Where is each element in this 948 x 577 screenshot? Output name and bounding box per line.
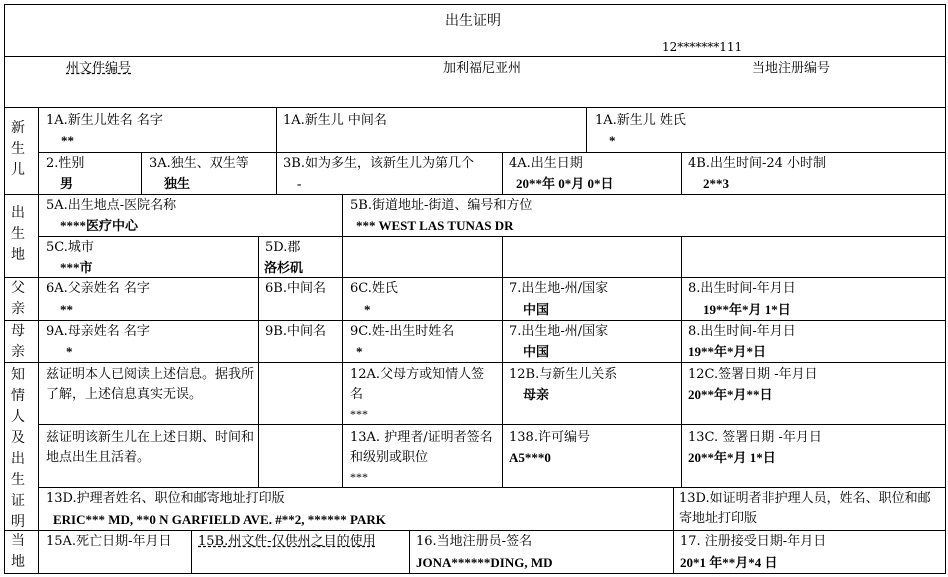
informant-blank-cell: [258, 362, 343, 425]
section-mother-label: 母亲: [11, 323, 25, 360]
birth-time-value: 2**3: [703, 176, 729, 191]
county-value: 洛杉矶: [264, 260, 304, 275]
father-last-name-label: 6C.姓氏: [350, 281, 398, 296]
informant-relation-label: 12B.与新生儿关系: [509, 367, 618, 382]
mother-first-name-value: *: [66, 344, 73, 359]
state-use-label: 15B.州文件-仅供州之目的使用: [198, 534, 376, 549]
mother-maiden-name-label: 9C.姓-出生时姓名: [350, 324, 455, 339]
birth-time-label: 4B.出生时间-24 小时制: [688, 156, 827, 171]
mother-middle-name-label: 9B.中间名: [265, 324, 326, 339]
birth-date-label: 4A.出生日期: [509, 156, 583, 171]
newborn-first-name-value: **: [61, 133, 74, 148]
street-value: *** WEST LAS TUNAS DR: [356, 218, 514, 233]
informant-sign-date-value: 20**年*月**日: [688, 387, 773, 402]
hospital-value: ****医疗中心: [60, 218, 139, 233]
certifier-sign-date-label: 13C. 签署日期 -年月日: [688, 430, 822, 445]
informant-signature-label: 12A.父母方或知情人签名: [350, 367, 485, 402]
accept-date-label: 17. 注册接受日期-年月日: [680, 534, 827, 549]
city-value: ***市: [60, 260, 93, 275]
father-birth-date-label: 8.出生时间-年月日: [688, 281, 796, 296]
newborn-middle-name-label: 1A.新生儿 中间名: [283, 113, 387, 128]
mother-birthplace-label: 7.出生地-州/国家: [509, 324, 609, 339]
city-label: 5C.城市: [46, 240, 94, 255]
blank-cell-2: [502, 236, 682, 278]
county-label: 5D.郡: [265, 240, 301, 255]
street-label: 5B.街道地址-街道、编号和方位: [350, 198, 533, 213]
mother-first-name-label: 9A.母亲姓名 名字: [46, 324, 150, 339]
certifier-sign-date-value: 20**年*月 1*日: [688, 450, 776, 465]
accept-date-value: 20*1 年**月*4 日: [680, 555, 778, 570]
father-birthplace-value: 中国: [523, 302, 550, 317]
section-informant-label: 知情人及出生证明: [11, 367, 25, 530]
informant-sign-date-label: 12C.签署日期 -年月日: [688, 367, 818, 382]
attendant-value: ERIC*** MD, **0 N GARFIELD AVE. #**2, ****** PARK: [53, 512, 386, 527]
birth-date-value: 20**年 0*月 0*日: [516, 176, 614, 191]
mother-birth-date-value: 19**年*月*日: [688, 344, 767, 359]
birth-order-value: -: [297, 176, 302, 191]
father-middle-name-label: 6B.中间名: [265, 281, 326, 296]
sex-label: 2.性别: [46, 156, 85, 171]
registrar-label: 16.当地注册员-签名: [416, 534, 533, 549]
certifier-signature-value: ***: [350, 470, 368, 484]
informant-signature-value: ***: [350, 407, 368, 421]
license-label: 138.许可编号: [509, 430, 590, 445]
registrar-value: JONA******DING, MD: [416, 555, 553, 570]
birth-order-label: 3B.如为多生，该新生儿为第几个: [283, 156, 474, 171]
mother-birthplace-value: 中国: [523, 344, 550, 359]
title-cell: [4, 4, 946, 57]
blank-cell-1: [342, 236, 503, 278]
sex-value: 男: [60, 176, 74, 191]
non-attendant-label: 13D.如证明者非护理人员，姓名、职位和邮寄地址打印版: [679, 491, 931, 526]
state-file-no-label: 州文件编号: [66, 61, 132, 76]
local-registration-no-label: 当地注册编号: [752, 61, 831, 76]
single-twin-value: 独生: [164, 176, 191, 191]
certifier-statement: 兹证明该新生儿在上述日期、时间和地点出生且活着。: [46, 430, 255, 465]
blank-cell-3: [681, 236, 946, 278]
hospital-label: 5A.出生地点-医院名称: [46, 198, 177, 213]
father-last-name-value: *: [364, 302, 371, 317]
father-first-name-value: **: [60, 302, 73, 317]
mother-maiden-name-value: *: [356, 344, 363, 359]
informant-statement: 兹证明本人已阅读上述信息。据我所了解，上述信息真实无误。: [46, 367, 255, 402]
license-value: A5***0: [509, 450, 551, 465]
father-first-name-label: 6A.父亲姓名 名字: [46, 281, 150, 296]
newborn-last-name-label: 1A.新生儿 姓氏: [595, 113, 686, 128]
serial-number: 12*******111: [662, 40, 743, 54]
section-father-label: 父亲: [11, 280, 25, 317]
father-birthplace-label: 7.出生地-州/国家: [509, 281, 609, 296]
section-local-label: 当地: [11, 533, 25, 570]
newborn-first-name-label: 1A.新生儿姓名 名字: [46, 113, 163, 128]
certificate-title: 出生证明: [445, 13, 501, 29]
newborn-last-name-value: *: [609, 133, 616, 148]
mother-birth-date-label: 8.出生时间-年月日: [688, 324, 796, 339]
section-newborn-label: 新生儿: [11, 120, 25, 178]
section-birthplace-label: 出生地: [11, 205, 25, 263]
attendant-label: 13D.护理者姓名、职位和邮寄地址打印版: [46, 491, 285, 506]
informant-relation-value: 母亲: [523, 387, 550, 402]
single-twin-label: 3A.独生、双生等: [149, 156, 249, 171]
death-date-label: 15A.死亡日期-年月日: [46, 534, 172, 549]
certifier-signature-label: 13A. 护理者/证明者签名和级别或职位: [350, 430, 493, 465]
father-birth-date-value: 19**年*月 1*日: [703, 302, 791, 317]
certifier-blank-cell: [258, 424, 343, 488]
state-label: 加利福尼亚州: [443, 61, 522, 76]
